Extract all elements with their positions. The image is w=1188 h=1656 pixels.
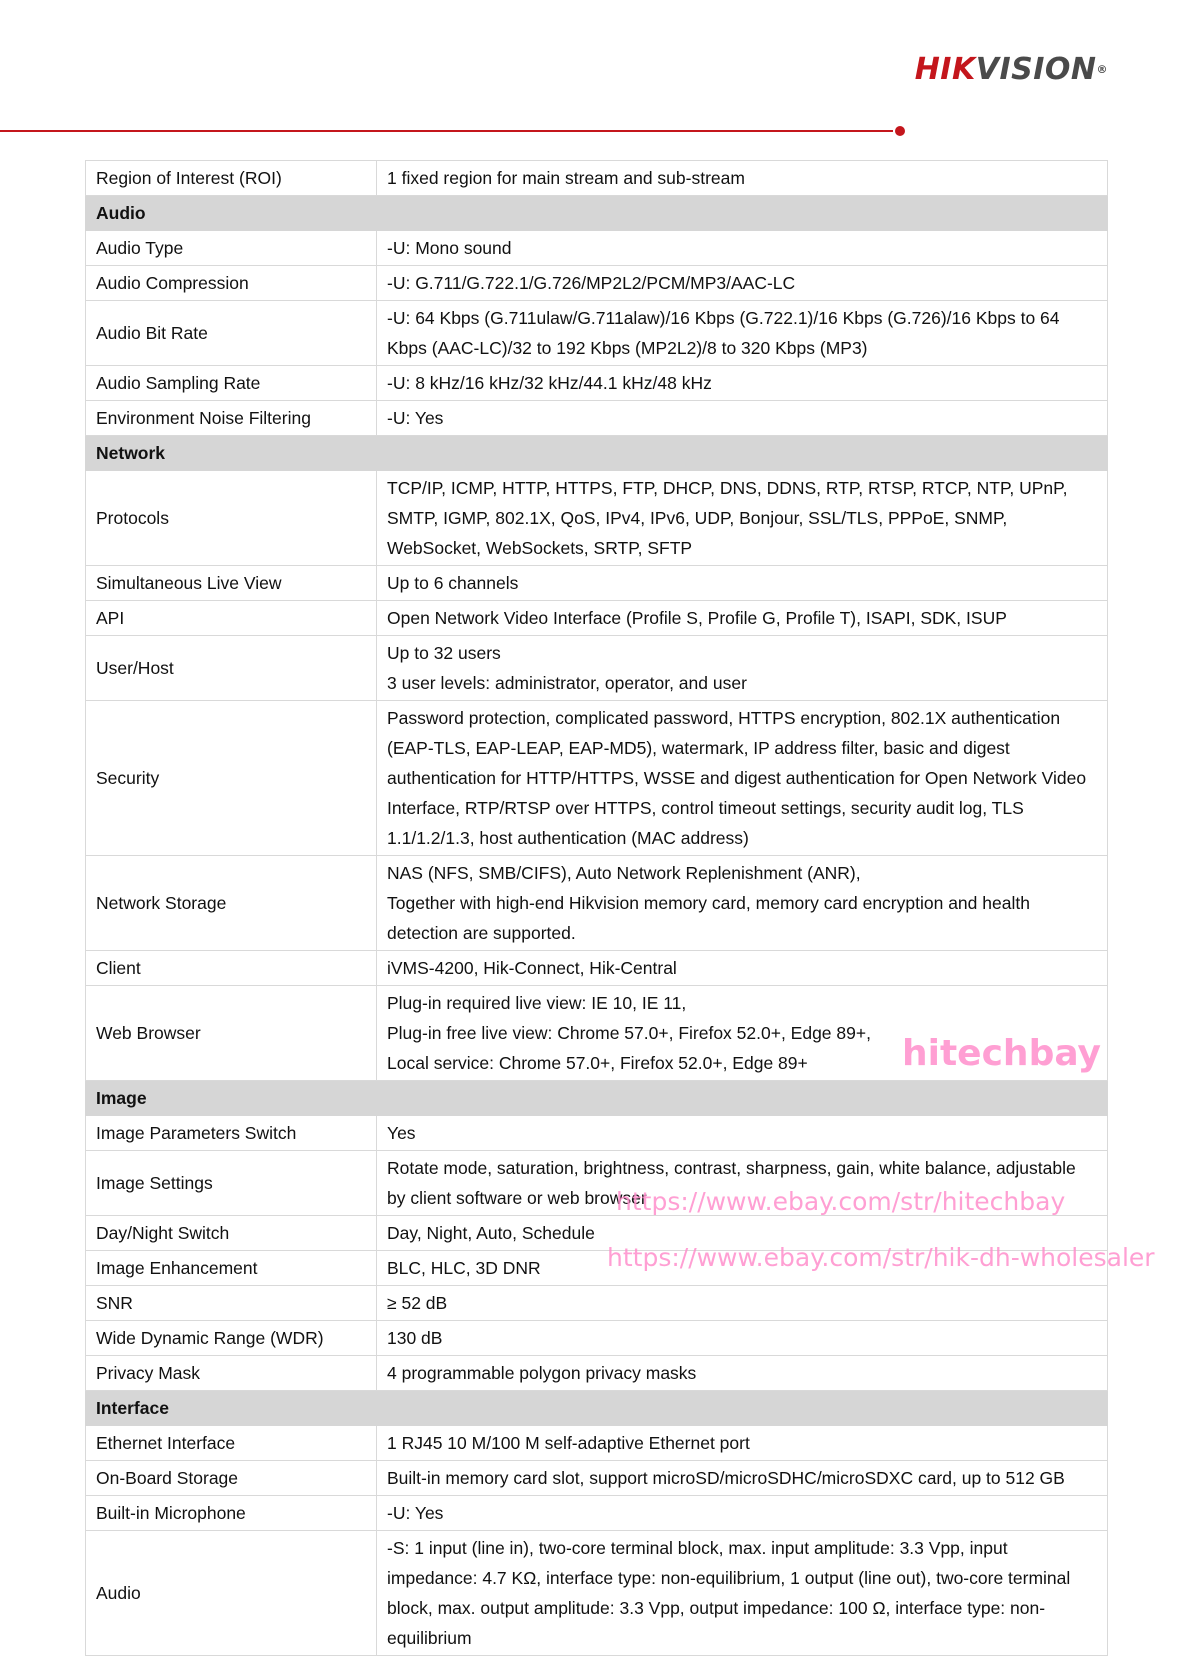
spec-value-line: 130 dB	[387, 1328, 443, 1348]
spec-value-line: -U: G.711/G.722.1/G.726/MP2L2/PCM/MP3/AAC-LC	[387, 273, 796, 293]
spec-label: Image Parameters Switch	[86, 1116, 377, 1151]
header-rule-dot	[895, 126, 905, 136]
spec-value	[377, 161, 1108, 196]
spec-row	[86, 701, 1108, 856]
spec-value-line: Up to 32 users	[387, 643, 501, 663]
spec-value	[377, 1116, 1108, 1151]
spec-value	[377, 601, 1108, 636]
spec-value-line: Built-in memory card slot, support microSD/microSDHC/microSDXC card, up to 512 GB	[387, 1468, 1065, 1488]
spec-table-body	[86, 161, 1108, 1656]
spec-value-line: TCP/IP, ICMP, HTTP, HTTPS, FTP, DHCP, DNS, DDNS, RTP, RTSP, RTCP, NTP, UPnP, SMTP, IGMP, 802.1X, QoS, IPv4, IPv6, UDP, Bonjour, SSL/TLS, PPPoE, SNMP, WebSocket, WebSockets, SRTP, SFTP	[387, 478, 1068, 558]
spec-row	[86, 1461, 1108, 1496]
spec-value-line: -U: 64 Kbps (G.711ulaw/G.711alaw)/16 Kbps (G.722.1)/16 Kbps (G.726)/16 Kbps to 64 Kbps (AAC-LC)/32 to 192 Kbps (MP2L2)/8 to 320 Kbps (MP3)	[387, 308, 1060, 358]
spec-value-line: Yes	[387, 1123, 416, 1143]
spec-row	[86, 471, 1108, 566]
spec-value	[377, 1286, 1108, 1321]
spec-value	[377, 856, 1108, 951]
spec-label: Audio Bit Rate	[86, 301, 377, 366]
spec-label: Ethernet Interface	[86, 1426, 377, 1461]
spec-label: Audio	[86, 1531, 377, 1656]
logo-vision: VISION	[975, 52, 1097, 87]
spec-value-line: -U: 8 kHz/16 kHz/32 kHz/44.1 kHz/48 kHz	[387, 373, 712, 393]
spec-label: Environment Noise Filtering	[86, 401, 377, 436]
spec-row	[86, 601, 1108, 636]
section-title: Interface	[86, 1391, 1108, 1426]
spec-label: API	[86, 601, 377, 636]
spec-row	[86, 301, 1108, 366]
watermark-url-1: https://www.ebay.com/str/hitechbay	[616, 1187, 1066, 1216]
spec-row	[86, 1321, 1108, 1356]
spec-row	[86, 366, 1108, 401]
spec-label: Built-in Microphone	[86, 1496, 377, 1531]
spec-value-line: 1 fixed region for main stream and sub-stream	[387, 168, 745, 188]
spec-value	[377, 1461, 1108, 1496]
spec-label: Region of Interest (ROI)	[86, 161, 377, 196]
spec-row	[86, 1286, 1108, 1321]
spec-value-line: Day, Night, Auto, Schedule	[387, 1223, 595, 1243]
spec-value	[377, 401, 1108, 436]
spec-label: Image Enhancement	[86, 1251, 377, 1286]
spec-value-line: -U: Mono sound	[387, 238, 512, 258]
section-header-row	[86, 196, 1108, 231]
spec-label: Wide Dynamic Range (WDR)	[86, 1321, 377, 1356]
spec-value	[377, 301, 1108, 366]
spec-value-line: 1 RJ45 10 M/100 M self-adaptive Ethernet port	[387, 1433, 750, 1453]
spec-value-line: 4 programmable polygon privacy masks	[387, 1363, 697, 1383]
section-title: Image	[86, 1081, 1108, 1116]
spec-value	[377, 1496, 1108, 1531]
spec-value-line: Together with high-end Hikvision memory card, memory card encryption and health detection are supported.	[387, 893, 1030, 943]
spec-row	[86, 266, 1108, 301]
section-header-row	[86, 1391, 1108, 1426]
spec-label: Simultaneous Live View	[86, 566, 377, 601]
section-header-row	[86, 436, 1108, 471]
spec-label: Protocols	[86, 471, 377, 566]
spec-value-line: -U: Yes	[387, 1503, 444, 1523]
spec-label: Audio Type	[86, 231, 377, 266]
spec-value-line: Up to 6 channels	[387, 573, 519, 593]
spec-value	[377, 701, 1108, 856]
spec-value	[377, 1356, 1108, 1391]
logo-registered-mark: ®	[1096, 63, 1108, 76]
spec-value-line: BLC, HLC, 3D DNR	[387, 1258, 541, 1278]
spec-label: Day/Night Switch	[86, 1216, 377, 1251]
section-title: Audio	[86, 196, 1108, 231]
logo-hik: HIK	[914, 52, 976, 87]
hikvision-logo	[915, 52, 1108, 88]
spec-value	[377, 1531, 1108, 1656]
section-header-row	[86, 1081, 1108, 1116]
spec-label: Audio Compression	[86, 266, 377, 301]
spec-row	[86, 231, 1108, 266]
spec-label: SNR	[86, 1286, 377, 1321]
spec-value-line: Rotate mode, saturation, brightness, contrast, sharpness, gain, white balance, adjustable by client software or web browser	[387, 1158, 1076, 1208]
spec-row	[86, 951, 1108, 986]
spec-row	[86, 636, 1108, 701]
spec-value	[377, 951, 1108, 986]
spec-label: Client	[86, 951, 377, 986]
spec-value-line: Password protection, complicated password, HTTPS encryption, 802.1X authentication (EAP-TLS, EAP-LEAP, EAP-MD5), watermark, IP address filter, basic and digest authentication for HTTP/HTTPS, WSSE and digest authentication for Open Network Video Interface, RTP/RTSP over HTTPS, control timeout settings, security audit log, TLS 1.1/1.2/1.3, host authentication (MAC address)	[387, 708, 1087, 848]
spec-row	[86, 1496, 1108, 1531]
spec-value	[377, 566, 1108, 601]
spec-row	[86, 1426, 1108, 1461]
spec-value	[377, 1426, 1108, 1461]
spec-value-line: Local service: Chrome 57.0+, Firefox 52.0+, Edge 89+	[387, 1053, 808, 1073]
header-rule	[0, 130, 893, 132]
spec-label: On-Board Storage	[86, 1461, 377, 1496]
watermark-brand: hitechbay	[902, 1033, 1101, 1074]
spec-value-line: -S: 1 input (line in), two-core terminal block, max. input amplitude: 3.3 Vpp, input impedance: 4.7 KΩ, interface type: non-equilibrium, 1 output (line out), two-core terminal block, max. output amplitude: 3.3 Vpp, output impedance: 100 Ω, interface type: non-equilibrium	[387, 1538, 1071, 1648]
spec-row	[86, 566, 1108, 601]
spec-value-line: Open Network Video Interface (Profile S, Profile G, Profile T), ISAPI, SDK, ISUP	[387, 608, 1007, 628]
spec-value	[377, 266, 1108, 301]
spec-value-line: Plug-in required live view: IE 10, IE 11,	[387, 993, 687, 1013]
spec-table	[85, 160, 1108, 1656]
spec-row	[86, 401, 1108, 436]
spec-value-line: -U: Yes	[387, 408, 444, 428]
spec-label: Privacy Mask	[86, 1356, 377, 1391]
spec-value	[377, 366, 1108, 401]
spec-row	[86, 1531, 1108, 1656]
spec-value	[377, 231, 1108, 266]
watermark-url-2: https://www.ebay.com/str/hik-dh-wholesaler	[607, 1243, 1155, 1272]
spec-row	[86, 1356, 1108, 1391]
spec-row	[86, 856, 1108, 951]
spec-value-line: 3 user levels: administrator, operator, and user	[387, 673, 747, 693]
spec-value-line: Plug-in free live view: Chrome 57.0+, Firefox 52.0+, Edge 89+,	[387, 1023, 871, 1043]
spec-value-line: iVMS-4200, Hik-Connect, Hik-Central	[387, 958, 677, 978]
spec-label: Network Storage	[86, 856, 377, 951]
spec-label: Security	[86, 701, 377, 856]
section-title: Network	[86, 436, 1108, 471]
spec-value	[377, 471, 1108, 566]
spec-value	[377, 636, 1108, 701]
spec-label: User/Host	[86, 636, 377, 701]
spec-label: Web Browser	[86, 986, 377, 1081]
spec-row	[86, 161, 1108, 196]
spec-value-line: NAS (NFS, SMB/CIFS), Auto Network Replenishment (ANR),	[387, 863, 861, 883]
spec-value	[377, 1321, 1108, 1356]
spec-row	[86, 1116, 1108, 1151]
spec-value-line: ≥ 52 dB	[387, 1293, 448, 1313]
spec-label: Audio Sampling Rate	[86, 366, 377, 401]
spec-label: Image Settings	[86, 1151, 377, 1216]
